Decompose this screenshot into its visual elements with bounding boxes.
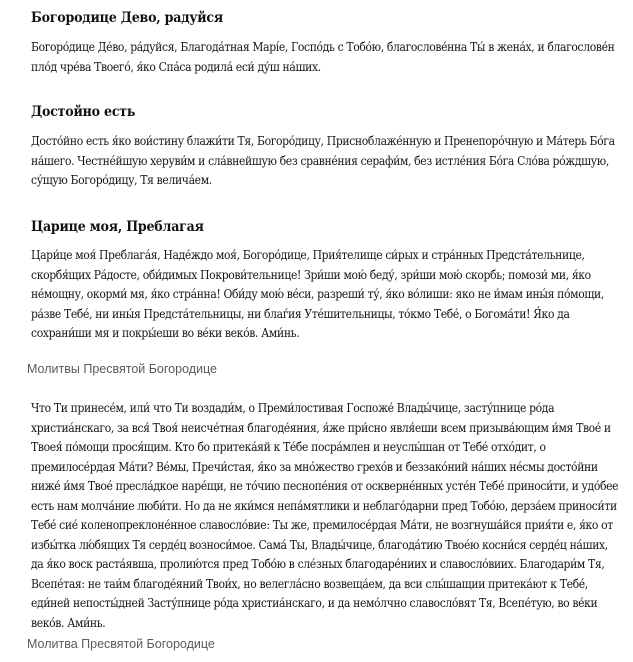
prayer-text-bogoroditse-devo: Богоро́дице Де́во, ра́дуйся, Благода́тная Марı́е, Госпо́дь с Тобо́ю, благослове́нна Ты́ в жена́х, и благослове́н пло́д чре́ва Твоего́, я́ко Спа́са родила́ еси́ ду́ш на́ших. (31, 40, 615, 74)
prayer-title-dostoyno-est: Достойно есть (31, 104, 136, 120)
prayer-title-bogoroditse-devo: Богородице Дево, радуйся (31, 10, 223, 26)
image-caption: Молитва Пресвятой Богородице (27, 637, 215, 651)
image-caption: Молитвы Пресвятой Богородице (27, 362, 217, 376)
prayer-text-tsaritse-moya: Цари́це моя́ Преблага́я, Наде́ждо моя́, Богоро́дице, Прия́телище си́рых и стра́нных Предста́тельнице, скорбя́щих Ра́досте, оби́димых Покрови́тельнице! Зри́ши мою́ беду́, зри́ши мою́ скорбь; помози́ ми, я́ко не́мощну, окорми́ мя, я́ко стра́нна! Оби́ду мою́ ве́си, разреши́ ту́, я́ко во́лиши: яко не и́мам ины́я по́мощи, ра́зве Тебе́, ни ины́я Предста́тельницы, ни блаѓия Уте́шительницы, то́кмо Тебе́, о Богома́ти! Я́ко да сохрани́ши мя и покры́еши во ве́ки веко́в. Ами́нь. (31, 248, 604, 340)
prayer-text-chto-ti-prinesem: Что Ти принесе́м, или́ что Ти воздади́м, о Преми́лостивая Госпоже́ Влады́чице, засту́пнице ро́да христиа́нскаго, за вся́ Твоя́ неисче́тная благоде́яния, я́же при́сно явля́еши всем призыва́ющим и́мя Твое́ и Твоея́ по́мощи прося́щим. Кто бо притека́яй к Те́бе посра́млен и неуслы́шан от Тебе́ отхо́дит, о премилосе́рдая Ма́ти? Ве́мы, Пречи́стая, я́ко за мно́жество грехо́в и беззако́ний на́ших не́смы досто́йни ниже́ и́мя Твое́ пресла́дкое наре́щи, не то́чию песнопе́ния от оскверне́нных усте́н Тебе́ приноси́ти, и удо́бее есть нам молча́ние люби́ти. Но да не яки́мся непа́мятлики и неблаго́дарни пред Тобо́ю, дерза́ем приноси́ти Тебе́ сие́ коленопреклоне́нное славосло́вие: Ты же, премилосе́рдая Ма́ти, не возгнуша́йся прия́ти е, я́ко от избы́тка лю́бящих Тя серде́ц возноси́мое. Сама́ Ты, Влады́чице, благода́тию Твое́ю косни́ся серде́ц на́ших, да я́ко воск раста́явша, пролию́тся пред Тобо́ю в сле́зных благодаре́ниих и славосло́виих. Благодари́м Тя, Всепе́тая: не таи́м благоде́яний Твои́х, но велегла́сно возвеща́ем, да вси слы́шащии притека́ют к Тебе́, еди́ней непосты́дней Засту́пнице ро́да христиа́нскаго, и да немо́лчно славосло́вят Тя, Всепе́тую, во ве́ки веко́в. Ами́нь. (31, 401, 619, 630)
prayer-title-tsaritse-moya: Царице моя, Преблагая (31, 219, 204, 235)
prayer-text-dostoyno-est: Досто́йно есть я́ко вои́стину блажи́ти Тя, Богоро́дицу, Присноблаже́нную и Пренепоро́чную и Ма́терь Бо́га на́шего. Честне́йшую херуви́м и сла́внейшую без сравне́ния серафи́м, без истле́ния Бо́га Сло́ва ро́ждшую, су́щую Богоро́дицу, Тя велича́ем. (31, 134, 615, 187)
